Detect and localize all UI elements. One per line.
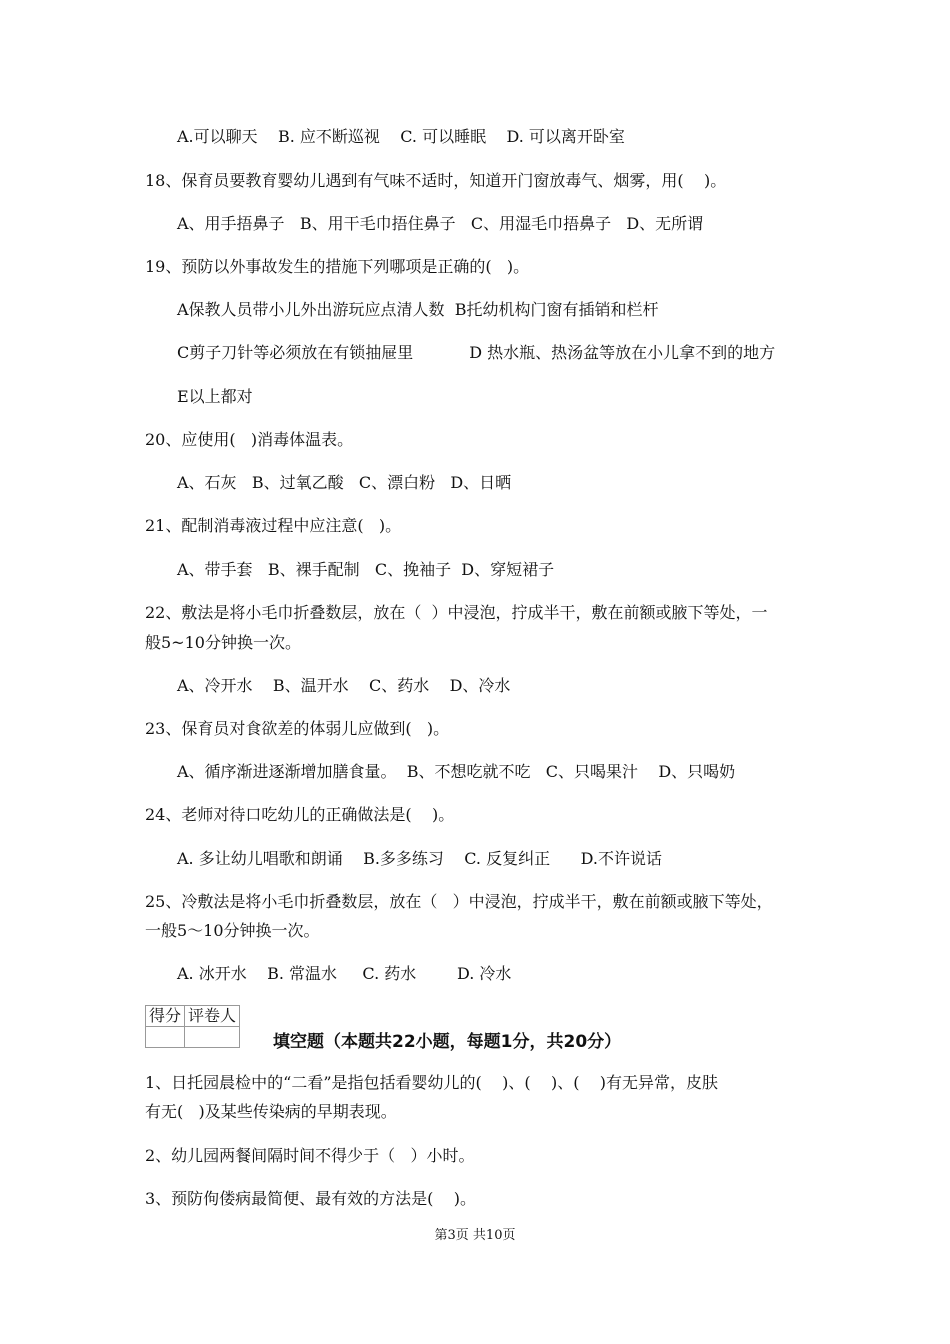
option-line: A. 多让幼儿唱歌和朗诵 B.多多练习 C. 反复纠正 D.不许说话 [177,849,662,868]
page-footer: 第3页 共10页 [434,1228,516,1243]
question-22-cont: 般5~10分钟换一次。 [145,633,301,652]
question-22: 22、敷法是将小毛巾折叠数层，放在（ ）中浸泡，拧成半干，敷在前额或腋下等处，一 [145,603,768,622]
fill-question-2: 2、幼儿园两餐间隔时间不得少于（ ）小时。 [145,1146,475,1165]
fill-question-3: 3、预防佝偻病最简便、最有效的方法是( )。 [145,1189,477,1208]
option-line: A、石灰 B、过氧乙酸 C、漂白粉 D、日晒 [177,473,512,492]
option-line: A.可以聊天 B. 应不断巡视 C. 可以睡眠 D. 可以离开卧室 [177,127,625,146]
fill-question-1: 1、日托园晨检中的“二看”是指包括看婴幼儿的( )、( )、( )有无异常，皮肤 [145,1073,719,1092]
option-line: A、带手套 B、裸手配制 C、挽袖子 D、穿短裙子 [177,560,555,579]
fill-question-1-cont: 有无( )及某些传染病的早期表现。 [145,1102,397,1121]
option-line: A、冷开水 B、温开水 C、药水 D、冷水 [177,676,511,695]
question-24: 24、老师对待口吃幼儿的正确做法是( )。 [145,805,455,824]
reviewer-cell [185,1027,240,1048]
question-18: 18、保育员要教育婴幼儿遇到有气味不适时，知道开门窗放毒气、烟雾，用( )。 [145,171,727,190]
score-box [145,1005,240,1048]
option-line: A. 冰开水 B. 常温水 C. 药水 D. 冷水 [177,964,512,983]
question-23: 23、保育员对食欲差的体弱儿应做到( )。 [145,719,450,738]
score-cell [146,1027,185,1048]
question-19: 19、预防以外事故发生的措施下列哪项是正确的( )。 [145,257,530,276]
question-20: 20、应使用( )消毒体温表。 [145,430,354,449]
section-title: 填空题（本题共22小题，每题1分，共20分） [273,1032,622,1052]
option-line: E以上都对 [177,387,253,406]
question-25: 25、冷敷法是将小毛巾折叠数层，放在（ ）中浸泡，拧成半干，敷在前额或腋下等处， [145,892,773,911]
reviewer-label: 评卷人 [185,1006,240,1027]
option-line: C剪子刀针等必须放在有锁抽屉里 D 热水瓶、热汤盆等放在小儿拿不到的地方 [177,343,776,362]
score-label: 得分 [146,1006,185,1027]
question-21: 21、配制消毒液过程中应注意( )。 [145,516,402,535]
option-line: A、用手捂鼻子 B、用干毛巾捂住鼻子 C、用湿毛巾捂鼻子 D、无所谓 [177,214,704,233]
option-line: A保教人员带小儿外出游玩应点清人数 B托幼机构门窗有插销和栏杆 [177,300,659,319]
question-25-cont: 一般5～10分钟换一次。 [145,921,320,940]
option-line: A、循序渐进逐渐增加膳食量。 B、不想吃就不吃 C、只喝果汁 D、只喝奶 [177,762,736,781]
